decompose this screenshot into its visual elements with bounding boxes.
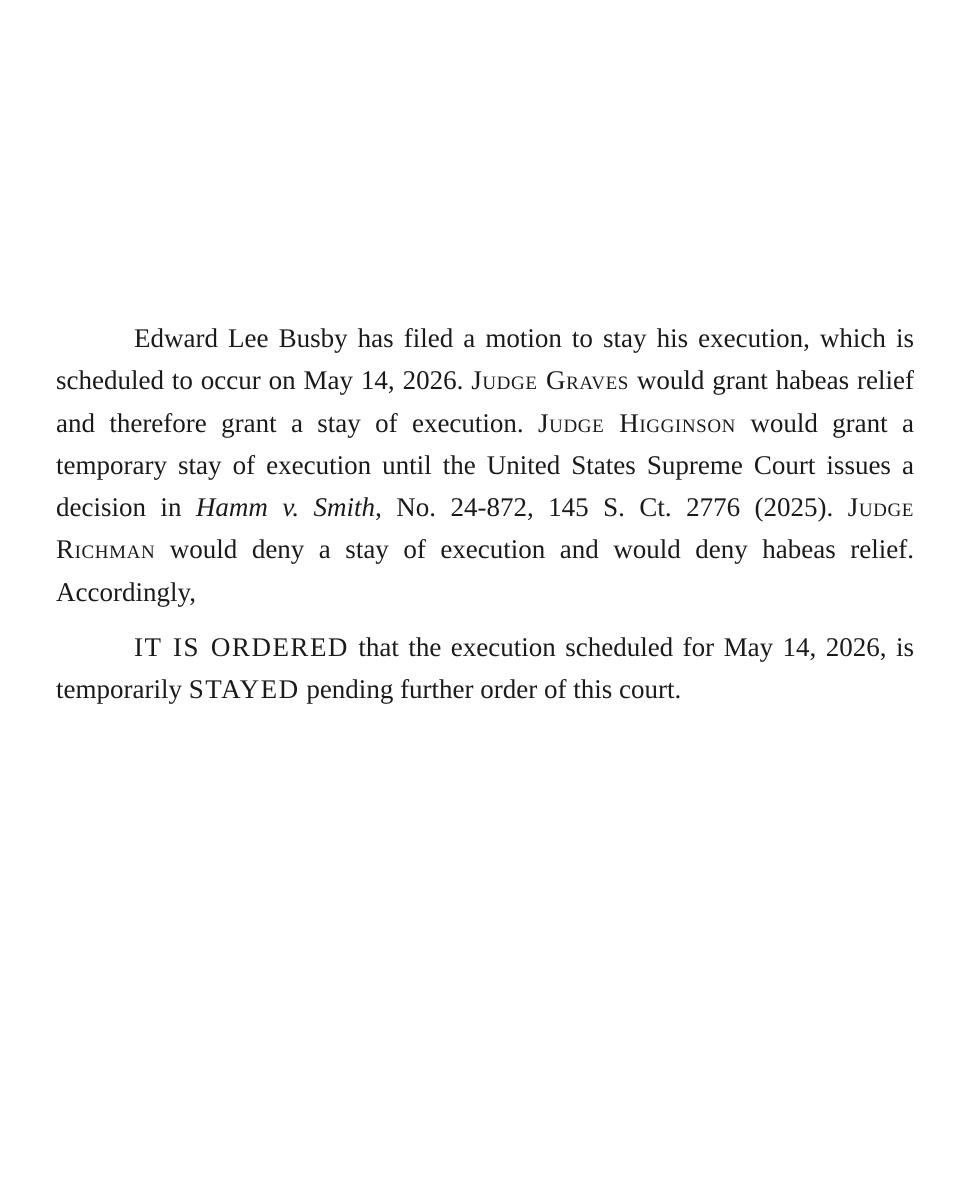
case-citation-name: Hamm v. Smith <box>195 492 376 523</box>
judge-higginson-name: Judge Higginson <box>538 407 736 438</box>
ruling-text: that the execution scheduled for May 14, 2026, is temporarily <box>56 632 914 705</box>
higginson-position-text: would grant a temporary stay of execution until the United States Supreme Court issues a decision in <box>56 407 914 523</box>
judge-graves-name: Judge Graves <box>471 365 629 396</box>
richman-position-text: would deny a stay of execution and would deny habeas relief. Accordingly, <box>56 534 914 607</box>
case-citation-reporter: , No. 24-872, 145 S. Ct. 2776 (2025). <box>375 492 848 523</box>
stayed-word: STAYED <box>188 674 300 705</box>
document-page <box>56 317 914 711</box>
order-paragraph-motion <box>56 317 914 613</box>
it-is-ordered-phrase: IT IS ORDERED <box>134 632 349 663</box>
graves-position-text: would grant habeas relief and therefore grant a stay of execution. <box>56 365 914 438</box>
motion-text: Edward Lee Busby has filed a motion to stay his execution, which is scheduled to occur on May 14, 2026. <box>56 323 914 396</box>
ruling-closing-text: pending further order of this court. <box>299 674 682 705</box>
order-paragraph-ruling <box>56 626 914 711</box>
judge-richman-name: Judge Richman <box>56 492 915 565</box>
